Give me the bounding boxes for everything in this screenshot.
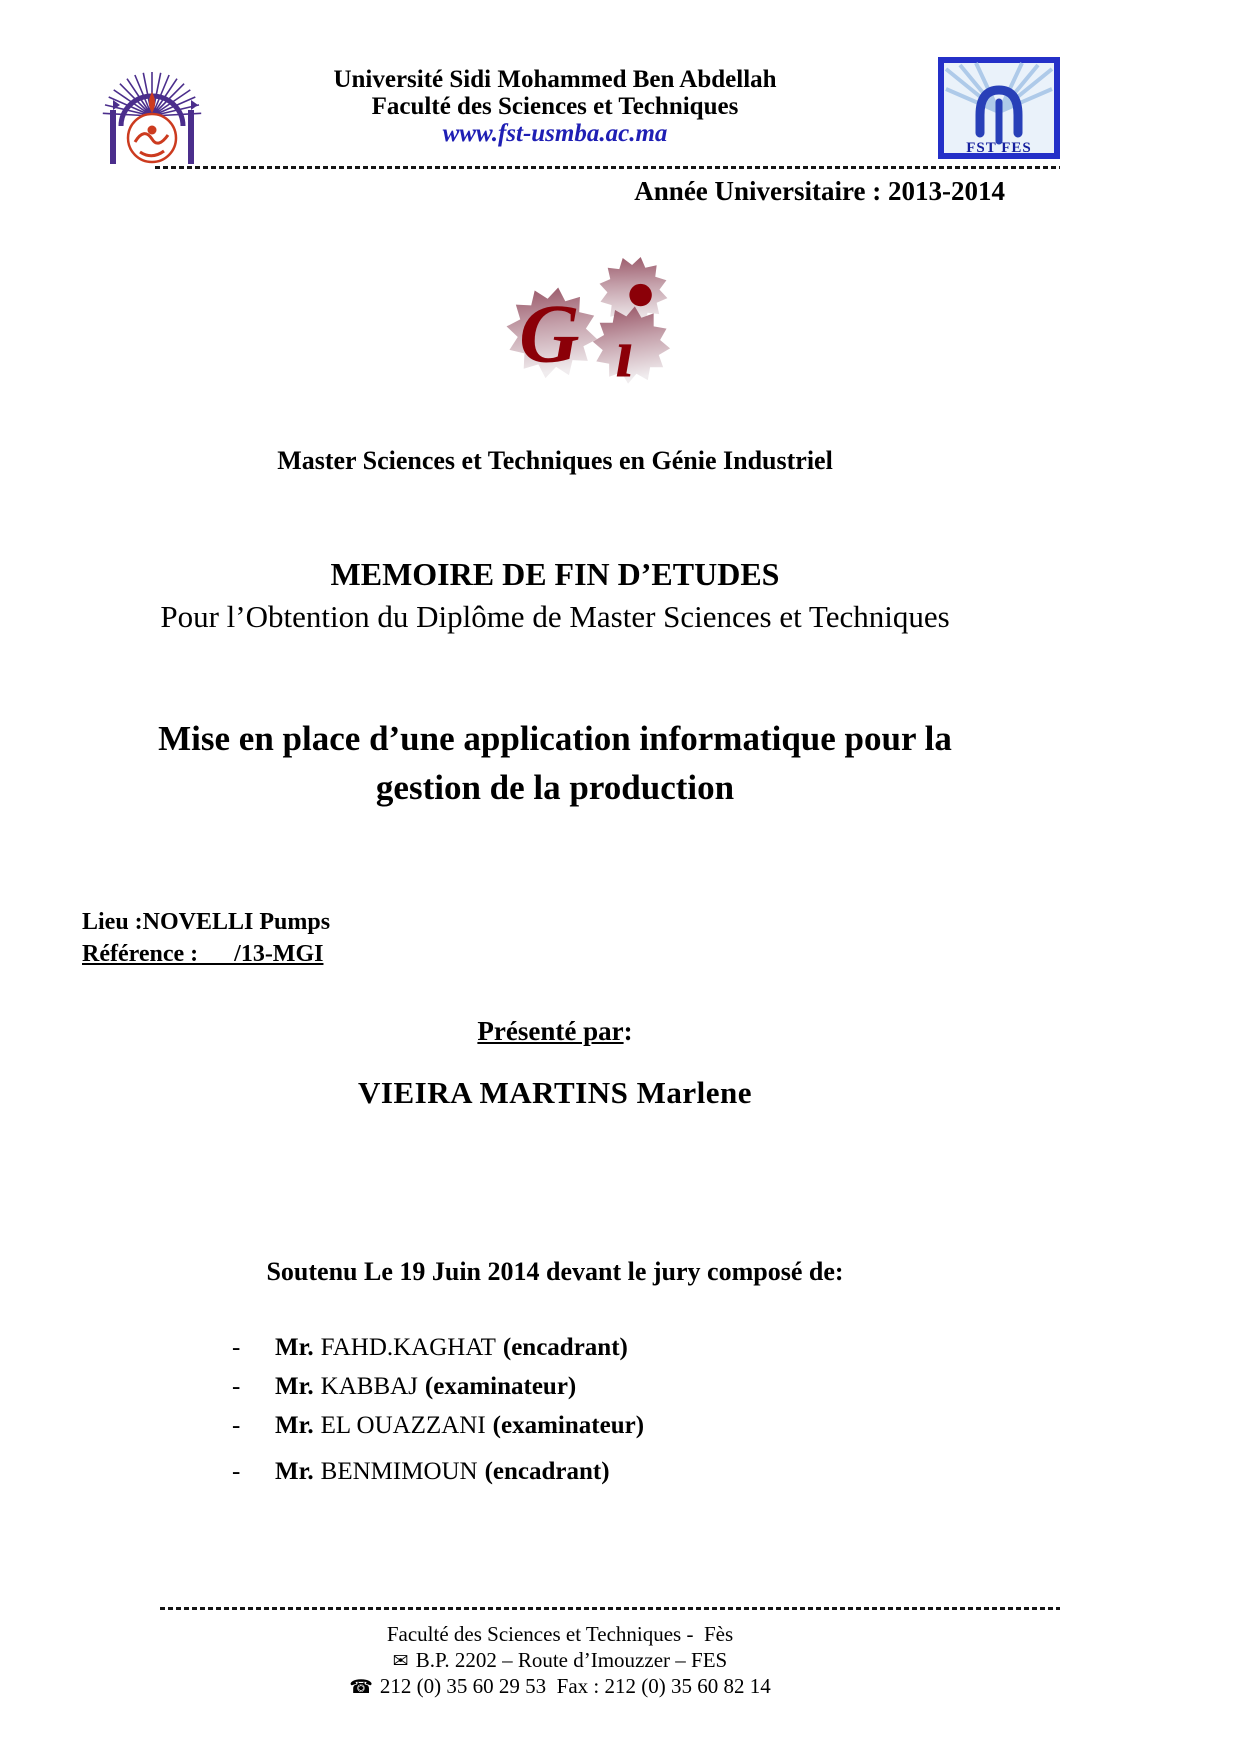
jury-role: (encadrant) bbox=[484, 1458, 610, 1485]
jury-bullet-dash: - bbox=[232, 1373, 241, 1400]
jury-name: EL OUAZZANI bbox=[320, 1412, 486, 1439]
gi-genie-industriel-logo bbox=[478, 243, 693, 393]
jury-bullet-dash: - bbox=[232, 1458, 241, 1485]
mail-icon: ✉ bbox=[392, 1650, 409, 1672]
jury-prefix: Mr. bbox=[275, 1334, 314, 1361]
jury-bullet-dash: - bbox=[232, 1334, 241, 1361]
presented-by-text: Présenté par bbox=[477, 1016, 624, 1046]
jury-name: KABBAJ bbox=[320, 1373, 418, 1400]
footer-phone-line bbox=[90, 1673, 1030, 1700]
defense-intro: Soutenu Le 19 Juin 2014 devant le jury composé de: bbox=[266, 1257, 844, 1286]
jury-role: (examinateur) bbox=[492, 1412, 645, 1439]
jury-member-row bbox=[232, 1334, 644, 1362]
gi-letter-i: ı bbox=[615, 315, 635, 393]
jury-role: (encadrant) bbox=[502, 1334, 628, 1361]
footer-faculty-line: Faculté des Sciences et Techniques - Fès bbox=[386, 1622, 734, 1646]
university-name: Université Sidi Mohammed Ben Abdellah bbox=[333, 66, 777, 93]
faculty-name: Faculté des Sciences et Techniques bbox=[371, 93, 739, 120]
jury-prefix: Mr. bbox=[275, 1373, 314, 1400]
footer-address-line bbox=[90, 1647, 1030, 1674]
jury-bullet-dash: - bbox=[232, 1412, 241, 1439]
reference-line: Référence : /13-MGI bbox=[82, 941, 324, 967]
footer-phone-text: 212 (0) 35 60 29 53 Fax : 212 (0) 35 60 82 14 bbox=[379, 1674, 771, 1698]
footer-address-text: B.P. 2202 – Route d’Imouzzer – FES bbox=[415, 1648, 728, 1672]
gi-letter-i-dot bbox=[629, 284, 651, 306]
location-line: Lieu :NOVELLI Pumps bbox=[82, 909, 331, 935]
jury-prefix: Mr. bbox=[275, 1412, 314, 1439]
presented-by-label bbox=[85, 1016, 1025, 1047]
jury-list bbox=[232, 1334, 644, 1497]
jury-name: FAHD.KAGHAT bbox=[320, 1334, 496, 1361]
website-link[interactable]: www.fst-usmba.ac.ma bbox=[442, 120, 668, 147]
presented-by-colon: : bbox=[623, 1016, 633, 1046]
jury-member-row bbox=[232, 1458, 644, 1486]
memoire-subheading: Pour l’Obtention du Diplôme de Master Sciences et Techniques bbox=[160, 599, 950, 634]
header-text-block bbox=[85, 66, 1025, 147]
jury-member-row bbox=[232, 1373, 644, 1401]
footer-divider-dashed bbox=[160, 1607, 1060, 1610]
fst-logo-caption: FST FES bbox=[966, 140, 1032, 156]
program-name: Master Sciences et Techniques en Génie Industriel bbox=[277, 446, 833, 475]
jury-role: (examinateur) bbox=[424, 1373, 577, 1400]
memoire-heading: MEMOIRE DE FIN D’ETUDES bbox=[330, 556, 780, 592]
jury-name: BENMIMOUN bbox=[320, 1458, 478, 1485]
thesis-title-line1: Mise en place d’une application informatique pour la bbox=[158, 719, 952, 758]
author-name: VIEIRA MARTINS Marlene bbox=[358, 1075, 752, 1110]
header-divider-dashed bbox=[155, 166, 1060, 169]
jury-prefix: Mr. bbox=[275, 1458, 314, 1485]
gi-letter-g: G bbox=[519, 287, 580, 381]
fst-fes-logo bbox=[938, 57, 1060, 159]
thesis-title-line2: gestion de la production bbox=[375, 768, 735, 807]
phone-icon: ☎ bbox=[349, 1676, 373, 1698]
thesis-title bbox=[85, 714, 1025, 812]
academic-year: Année Universitaire : 2013-2014 bbox=[634, 176, 1005, 206]
jury-member-row bbox=[232, 1412, 644, 1440]
